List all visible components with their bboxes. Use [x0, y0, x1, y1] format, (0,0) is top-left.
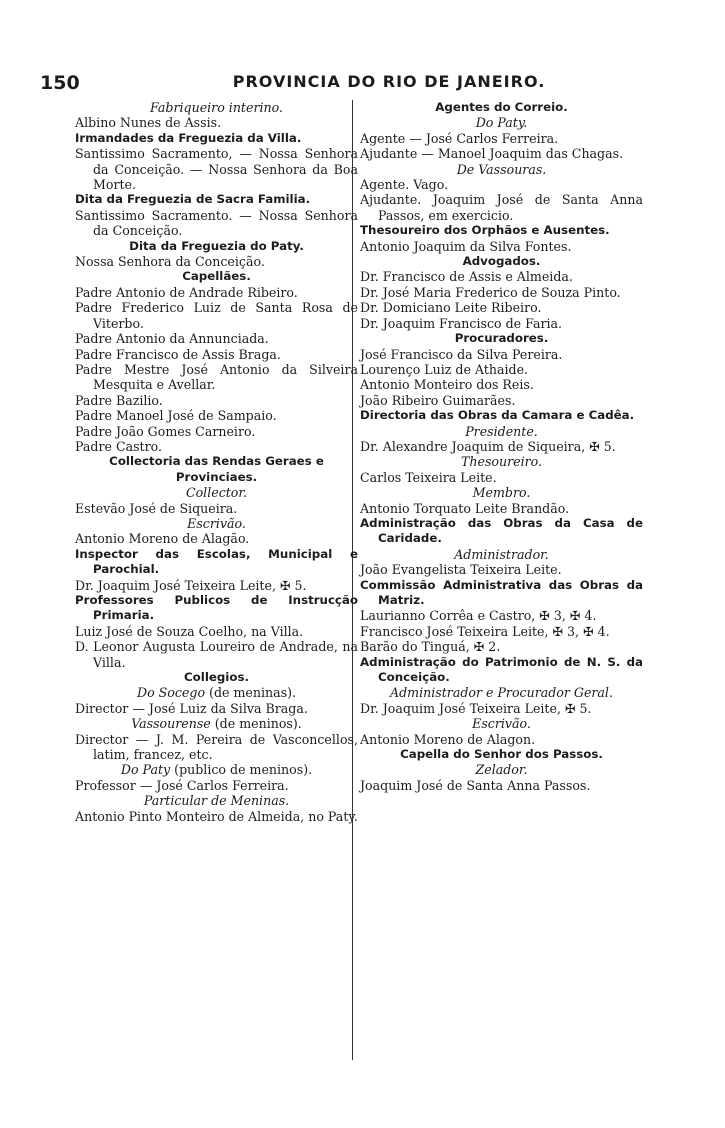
- section-subheading: [75, 685, 358, 700]
- section-subheading: Thesoureiro.: [460, 454, 542, 470]
- entry: Antonio Torquato Leite Brandão.: [360, 500, 570, 516]
- college-note: (publico de meninos).: [170, 762, 313, 778]
- section-subheading: Fabriqueiro interino.: [150, 100, 283, 115]
- entry: Agente — José Carlos Ferreira.: [360, 130, 559, 146]
- entry: Dr. Alexandre Joaquim de Siqueira, ✠ 5.: [360, 438, 616, 454]
- entry: Director — J. M. Pereira de Vasconcellos, latim, francez, etc.: [75, 731, 358, 763]
- section-heading: Collectoria das Rendas Geraes e Provinciaes.: [109, 454, 324, 484]
- entry: João Ribeiro Guimarães.: [360, 392, 516, 408]
- entry: Santissimo Sacramento. — Nossa Senhora da Conceição.: [75, 207, 358, 239]
- entry: Agente. Vago.: [360, 177, 449, 193]
- entry: Antonio Pinto Monteiro de Almeida, no Paty.: [75, 808, 358, 824]
- section-heading: Inspector das Escolas, Municipal e Parochial.: [75, 546, 358, 577]
- section-subheading: Do Paty.: [475, 115, 528, 131]
- section-heading: Agentes do Correio.: [435, 100, 568, 114]
- entry: Padre Mestre José Antonio da Silveira Mesquita e Avellar.: [75, 361, 358, 393]
- entry: Antonio Monteiro dos Reis.: [360, 377, 534, 393]
- entry: Antonio Moreno de Alagão.: [75, 531, 250, 547]
- college-note: (de meninos).: [210, 716, 302, 732]
- section-subheading: Escrivão.: [187, 515, 246, 531]
- entry: Padre Antonio de Andrade Ribeiro.: [75, 284, 298, 300]
- entry: Padre João Gomes Carneiro.: [75, 423, 256, 439]
- entry: Nossa Senhora da Conceição.: [75, 254, 265, 270]
- entry: Ajudante — Manoel Joaquim das Chagas.: [360, 146, 624, 162]
- section-subheading: Administrador.: [454, 546, 549, 562]
- entry: Padre Antonio da Annunciada.: [75, 331, 269, 347]
- entry: Antonio Moreno de Alagon.: [360, 731, 536, 747]
- entry: Luiz José de Souza Coelho, na Villa.: [75, 623, 304, 639]
- section-subheading: De Vassouras.: [456, 161, 547, 177]
- entry: Albino Nunes de Assis.: [75, 115, 222, 131]
- section-subheading: [75, 716, 358, 731]
- entry: Carlos Teixeira Leite.: [360, 469, 497, 485]
- entry: João Evangelista Teixeira Leite.: [360, 562, 562, 578]
- entry: Padre Manoel José de Sampaio.: [75, 408, 277, 424]
- right-column: [360, 100, 643, 793]
- entry: José Francisco da Silva Pereira.: [360, 346, 563, 362]
- section-heading: Irmandades da Freguezia da Villa.: [75, 130, 302, 145]
- entry: Dr. José Maria Frederico de Souza Pinto.: [360, 284, 621, 300]
- entry: Padre Castro.: [75, 438, 163, 454]
- section-subheading: Particular de Meninas.: [143, 793, 290, 809]
- college-name: Do Socego: [136, 685, 206, 701]
- entry: Professor — José Carlos Ferreira.: [75, 777, 289, 793]
- section-subheading: Presidente.: [465, 423, 538, 439]
- section-subheading: Collector.: [185, 485, 248, 501]
- entry: Dr. Joaquim José Teixeira Leite, ✠ 5.: [360, 700, 592, 716]
- entry: Ajudante. Joaquim José de Santa Anna Passos, em exercicio.: [360, 192, 643, 223]
- entry: Joaquim José de Santa Anna Passos.: [360, 777, 591, 793]
- left-column: [75, 100, 358, 824]
- entry: D. Leonor Augusta Loureiro de Andrade, na Villa.: [75, 639, 358, 670]
- section-heading: Commissão Administrativa das Obras da Matriz.: [360, 577, 643, 607]
- entry: Francisco José Teixeira Leite, ✠ 3, ✠ 4.: [360, 623, 610, 639]
- entry: Antonio Joaquim da Silva Fontes.: [360, 238, 572, 254]
- section-heading: Capellães.: [182, 269, 251, 284]
- section-heading: Directoria das Obras da Camara e Cadêa.: [360, 408, 635, 423]
- entry: Padre Bazilio.: [75, 392, 163, 408]
- section-subheading: Escrivão.: [472, 716, 531, 732]
- page-header: [40, 72, 668, 92]
- entry: Lourenço Luiz de Athaide.: [360, 361, 529, 377]
- section-heading: Administração do Patrimonio de N. S. da Conceição.: [360, 654, 643, 685]
- entry: Director — José Luiz da Silva Braga.: [75, 700, 308, 716]
- section-heading: Procuradores.: [454, 331, 549, 346]
- entry: Dr. Domiciano Leite Ribeiro.: [360, 300, 542, 316]
- section-subheading: Zelador.: [475, 762, 528, 778]
- running-title: PROVINCIA DO RIO DE JANEIRO.: [232, 72, 546, 91]
- section-heading: Dita da Freguezia de Sacra Familia.: [75, 192, 311, 207]
- college-note: (de meninas).: [205, 685, 296, 701]
- section-subheading: Administrador e Procurador Geral.: [390, 685, 613, 701]
- entry: Dr. Joaquim José Teixeira Leite, ✠ 5.: [75, 577, 307, 593]
- section-heading: Collegios.: [184, 670, 249, 685]
- section-heading: Professores Publicos de Instrucção Primaria.: [75, 593, 358, 623]
- entry: Laurianno Corrêa e Castro, ✠ 3, ✠ 4.: [360, 608, 597, 624]
- entry: Padre Francisco de Assis Braga.: [75, 346, 281, 362]
- entry: Barão do Tinguá, ✠ 2.: [360, 639, 501, 655]
- page-number: 150: [40, 72, 80, 94]
- section-heading: Administração das Obras da Casa de Caridade.: [360, 515, 643, 546]
- section-heading: Thesoureiro dos Orphãos e Ausentes.: [360, 223, 610, 238]
- entry: Padre Frederico Luiz de Santa Rosa de Viterbo.: [75, 300, 358, 331]
- section-subheading: Membro.: [472, 485, 531, 501]
- college-name: Vassourense: [131, 716, 211, 732]
- section-heading: Dita da Freguezia do Paty.: [129, 238, 304, 253]
- entry: Estevão José de Siqueira.: [75, 500, 238, 516]
- entry: Dr. Francisco de Assis e Almeida.: [360, 269, 573, 285]
- section-heading: Advogados.: [462, 254, 541, 269]
- college-name: Do Paty: [120, 762, 171, 778]
- section-heading: Capella do Senhor dos Passos.: [400, 747, 603, 762]
- entry: Santissimo Sacramento, — Nossa Senhora da Conceição. — Nossa Senhora da Boa Morte.: [75, 146, 358, 193]
- section-subheading: [75, 762, 358, 777]
- entry: Dr. Joaquim Francisco de Faria.: [360, 315, 563, 331]
